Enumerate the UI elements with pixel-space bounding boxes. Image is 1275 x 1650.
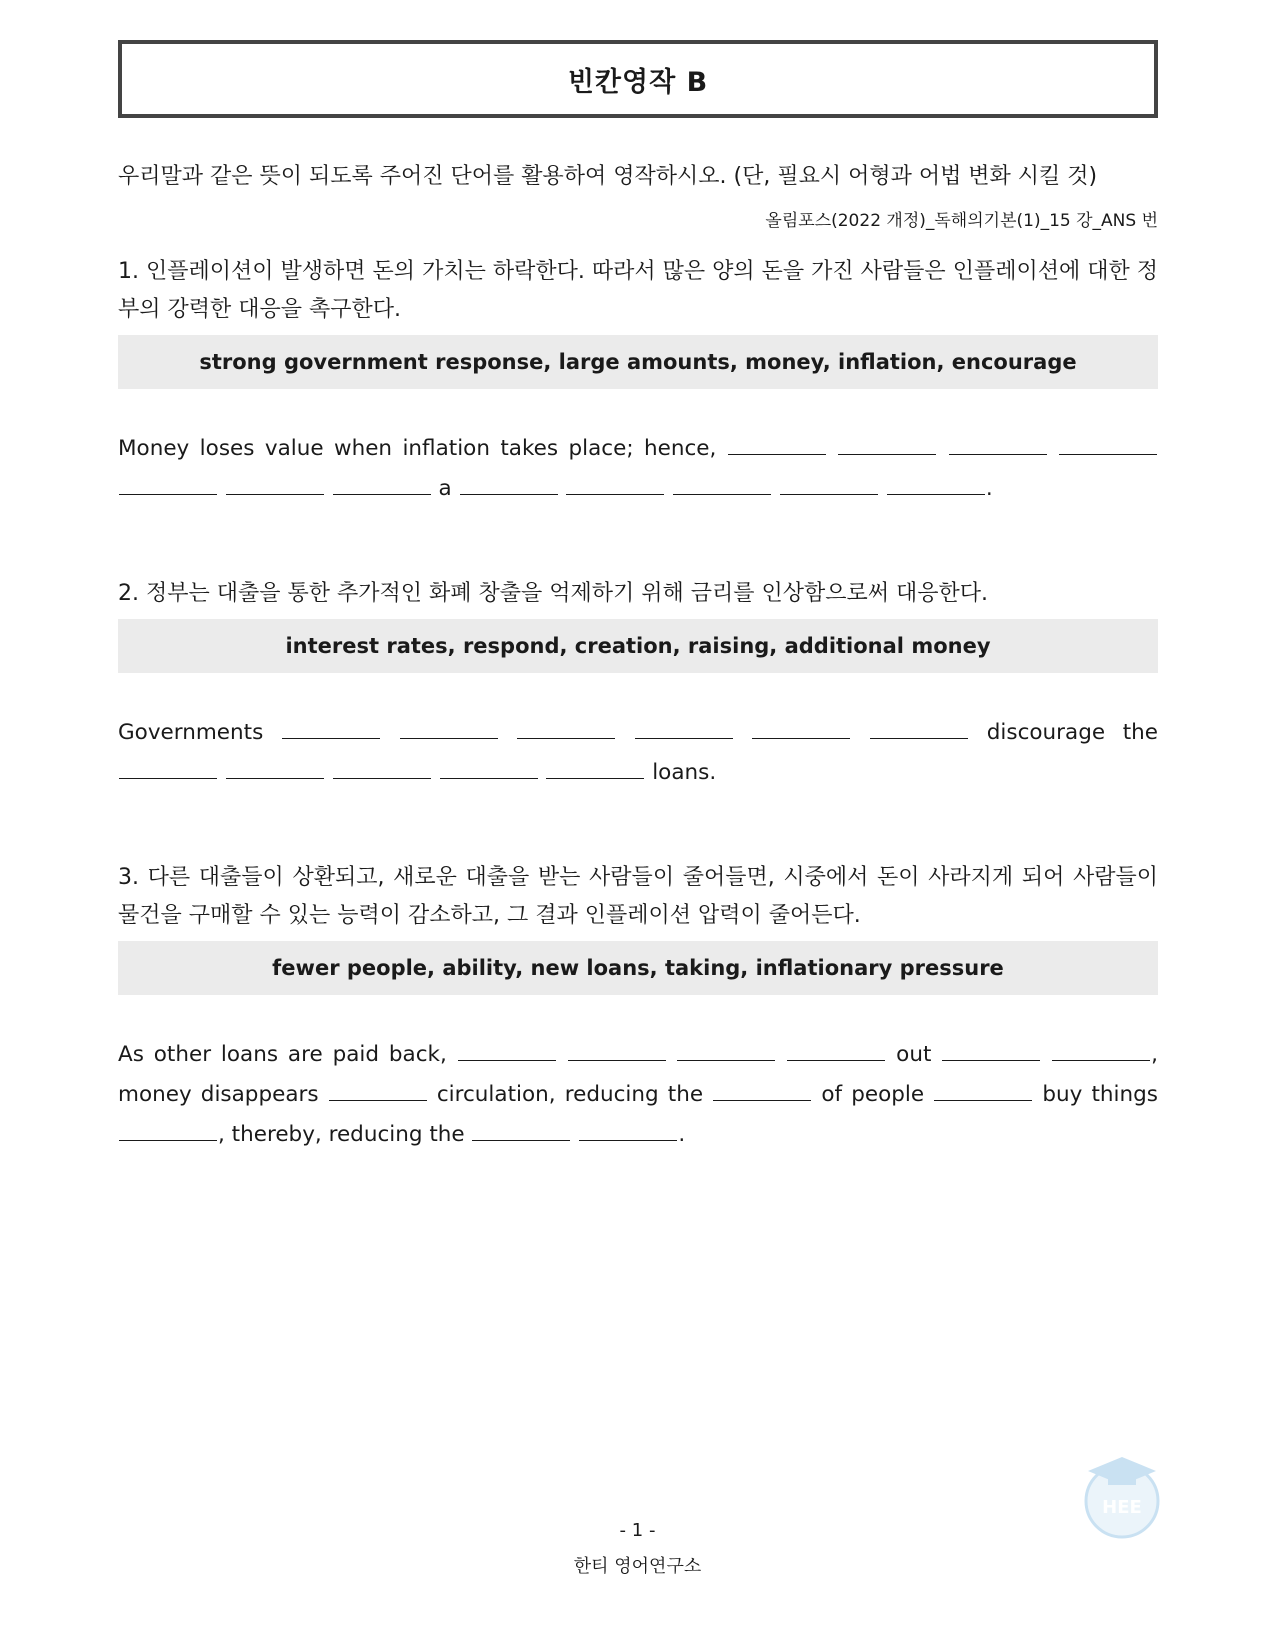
answer-blank[interactable] bbox=[119, 758, 217, 779]
footer-organization: 한티 영어연구소 bbox=[573, 1556, 702, 1577]
sentence-fragment bbox=[571, 1122, 578, 1147]
answer-blank[interactable] bbox=[870, 718, 968, 739]
question-prompt: 1. 인플레이션이 발생하면 돈의 가치는 하락한다. 따라서 많은 양의 돈을 가진 사람들은 인플레이션에 대한 정부의 강력한 대응을 촉구한다. bbox=[118, 259, 1158, 322]
sentence-fragment bbox=[1048, 436, 1058, 461]
sentence-fragment bbox=[539, 760, 546, 785]
sentence-fragment bbox=[325, 476, 332, 501]
answer-blank[interactable] bbox=[1059, 434, 1157, 455]
answer-blank[interactable] bbox=[579, 1120, 677, 1141]
answer-blank[interactable] bbox=[546, 758, 644, 779]
sentence-fragment bbox=[937, 436, 947, 461]
answer-blank[interactable] bbox=[713, 1080, 811, 1101]
question-prompt: 2. 정부는 대출을 통한 추가적인 화폐 창출을 억제하기 위해 금리를 인상함으로써 대응한다. bbox=[118, 581, 988, 606]
question-1 bbox=[118, 253, 1158, 509]
answer-blank[interactable] bbox=[460, 474, 558, 495]
logo-text: HEE bbox=[1102, 1497, 1142, 1518]
answer-blank[interactable] bbox=[677, 1040, 775, 1061]
sentence-fragment bbox=[772, 476, 779, 501]
sentence-fragment bbox=[851, 720, 869, 745]
sentence-fragment bbox=[667, 1042, 677, 1067]
sentence-fragment: . bbox=[985, 476, 993, 501]
answer-blank[interactable] bbox=[119, 474, 217, 495]
sentence-fragment: discourage the bbox=[969, 720, 1165, 745]
answer-blank[interactable] bbox=[752, 718, 850, 739]
worksheet-page bbox=[118, 40, 1165, 1155]
sentence-fragment: of people bbox=[812, 1082, 934, 1107]
word-bank: fewer people, ability, new loans, taking, inflationary pressure bbox=[118, 941, 1158, 995]
sentence-fragment: , thereby, reducing the bbox=[218, 1122, 472, 1147]
word-bank: strong government response, large amounts, money, inflation, encourage bbox=[118, 335, 1158, 389]
sentence-fragment bbox=[665, 476, 672, 501]
answer-blank[interactable] bbox=[780, 474, 878, 495]
answer-blank[interactable] bbox=[226, 758, 324, 779]
sentence-fragment bbox=[218, 476, 225, 501]
answer-blank[interactable] bbox=[728, 434, 826, 455]
answer-blank[interactable] bbox=[838, 434, 936, 455]
answer-blank[interactable] bbox=[458, 1040, 556, 1061]
sentence-fragment: a bbox=[431, 476, 459, 501]
sentence-fragment bbox=[734, 720, 752, 745]
answer-blank[interactable] bbox=[934, 1080, 1032, 1101]
answer-blank[interactable] bbox=[887, 474, 985, 495]
answer-blank[interactable] bbox=[635, 718, 733, 739]
answer-blank[interactable] bbox=[673, 474, 771, 495]
answer-sentence bbox=[118, 713, 1165, 793]
sentence-fragment: , money disappears bbox=[118, 1042, 1165, 1107]
answer-sentence bbox=[118, 1035, 1165, 1155]
title-box bbox=[118, 40, 1158, 118]
sentence-fragment: circulation, reducing the bbox=[427, 1082, 713, 1107]
sentence-fragment bbox=[1041, 1042, 1051, 1067]
answer-blank[interactable] bbox=[566, 474, 664, 495]
sentence-fragment bbox=[218, 760, 225, 785]
sentence-fragment bbox=[432, 760, 439, 785]
answer-blank[interactable] bbox=[568, 1040, 666, 1061]
sentence-fragment: Money loses value when inflation takes place; hence, bbox=[118, 436, 727, 461]
question-prompt: 3. 다른 대출들이 상환되고, 새로운 대출을 받는 사람들이 줄어들면, 시중에서 돈이 사라지게 되어 사람들이 물건을 구매할 수 있는 능력이 감소하고, 그 결과 인플레이션 압력이 줄어든다. bbox=[118, 865, 1158, 928]
sentence-fragment: buy things bbox=[1033, 1082, 1165, 1107]
source-reference: 올림포스(2022 개정)_독해의기본(1)_15 강_ANS 번 bbox=[765, 211, 1158, 231]
sentence-fragment: As other loans are paid back, bbox=[118, 1042, 457, 1067]
answer-blank[interactable] bbox=[333, 758, 431, 779]
answer-blank[interactable] bbox=[1052, 1040, 1150, 1061]
sentence-fragment bbox=[499, 720, 517, 745]
answer-blank[interactable] bbox=[440, 758, 538, 779]
sentence-fragment bbox=[1158, 436, 1165, 461]
sentence-fragment bbox=[559, 476, 566, 501]
answer-sentence bbox=[118, 429, 1158, 509]
question-2 bbox=[118, 575, 1165, 793]
answer-blank[interactable] bbox=[329, 1080, 427, 1101]
instruction-text: 우리말과 같은 뜻이 되도록 주어진 단어를 활용하여 영작하시오. (단, 필요시 어형과 어법 변화 시킬 것) bbox=[118, 164, 1098, 189]
page-title: 빈칸영작 B bbox=[567, 66, 709, 98]
sentence-fragment: out bbox=[886, 1042, 942, 1067]
answer-blank[interactable] bbox=[282, 718, 380, 739]
sentence-fragment: loans. bbox=[645, 760, 717, 785]
sentence-fragment bbox=[827, 436, 837, 461]
answer-blank[interactable] bbox=[226, 474, 324, 495]
answer-blank[interactable] bbox=[942, 1040, 1040, 1061]
sentence-fragment bbox=[616, 720, 634, 745]
word-bank: interest rates, respond, creation, raising, additional money bbox=[118, 619, 1158, 673]
sentence-fragment bbox=[776, 1042, 786, 1067]
answer-blank[interactable] bbox=[949, 434, 1047, 455]
sentence-fragment bbox=[325, 760, 332, 785]
answer-blank[interactable] bbox=[333, 474, 431, 495]
question-3 bbox=[118, 859, 1165, 1155]
sentence-fragment bbox=[879, 476, 886, 501]
answer-blank[interactable] bbox=[472, 1120, 570, 1141]
answer-blank[interactable] bbox=[787, 1040, 885, 1061]
sentence-fragment: . bbox=[678, 1122, 686, 1147]
answer-blank[interactable] bbox=[119, 1120, 217, 1141]
answer-blank[interactable] bbox=[400, 718, 498, 739]
sentence-fragment: Governments bbox=[118, 720, 281, 745]
page-number: - 1 - bbox=[619, 1520, 656, 1541]
answer-blank[interactable] bbox=[517, 718, 615, 739]
sentence-fragment bbox=[381, 720, 399, 745]
sentence-fragment bbox=[557, 1042, 567, 1067]
